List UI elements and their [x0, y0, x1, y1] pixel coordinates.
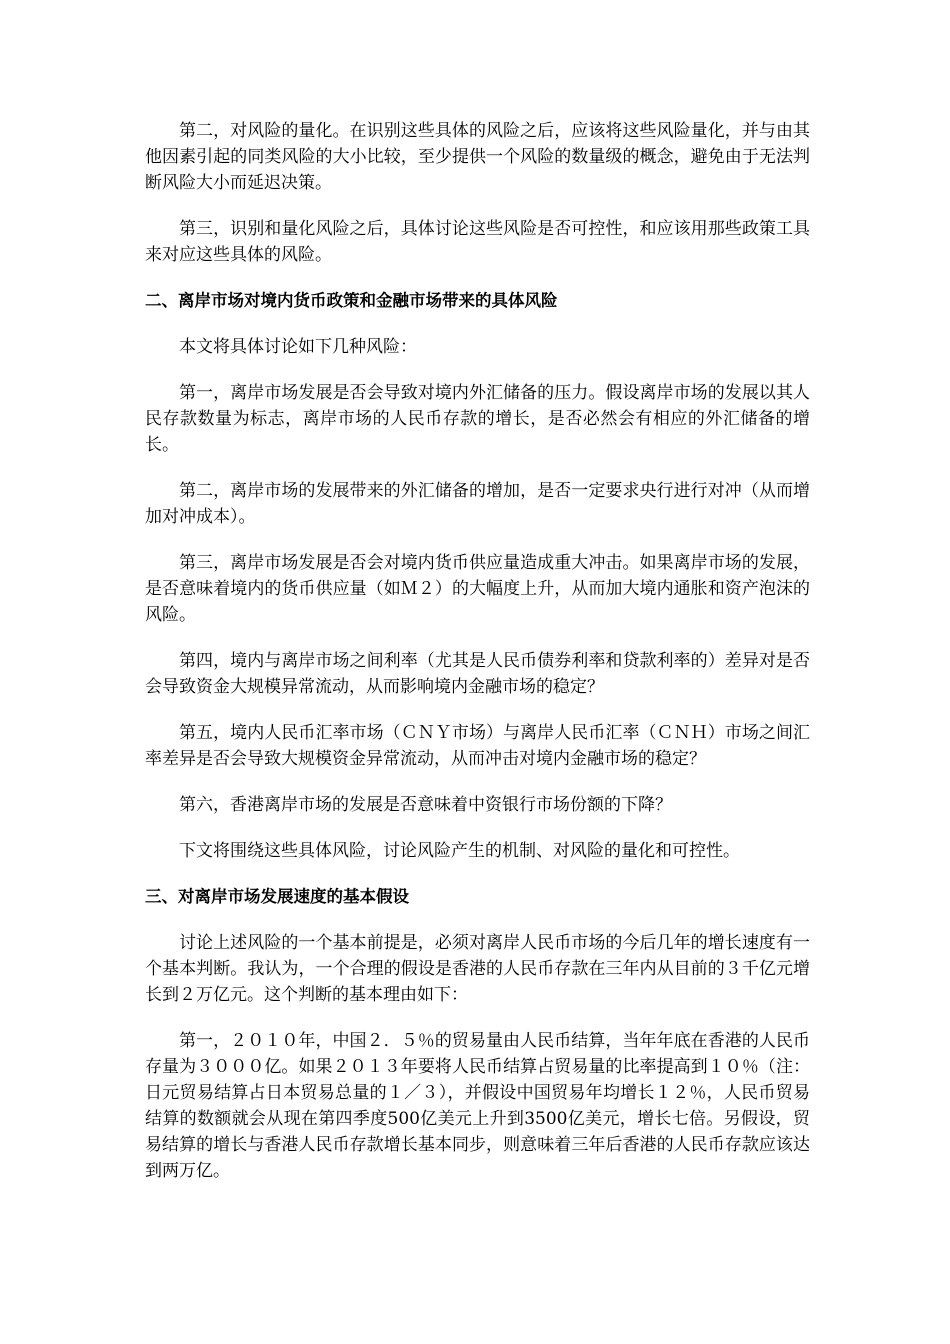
paragraph: 第四，境内与离岸市场之间利率（尤其是人民币债券利率和贷款利率的）差异对是否会导致资金大规模异常流动，从而影响境内金融市场的稳定？: [145, 651, 810, 697]
paragraph: 第一，２０１０年，中国２．５％的贸易量由人民币结算，当年年底在香港的人民币存量为３０００亿。如果２０１３年要将人民币结算占贸易量的比率提高到１０％（注：日元贸易结算占日本贸易总量的１／３），并假设中国贸易年均增长１２％，人民币贸易结算的数额就会从现在第四季度500亿美元上升到3500亿美元，增长七倍。另假设，贸易结算的增长与香港人民币存款增长基本同步，则意味着三年后香港的人民币存款应该达到两万亿。: [145, 1031, 810, 1181]
paragraph: 第五，境内人民币汇率市场（ＣＮＹ市场）与离岸人民币汇率（ＣＮＨ）市场之间汇率差异是否会导致大规模资金异常流动，从而冲击对境内金融市场的稳定？: [145, 723, 810, 769]
paragraph: 本文将具体讨论如下几种风险：: [179, 337, 417, 357]
paragraph: 第三，识别和量化风险之后，具体讨论这些风险是否可控性，和应该用那些政策工具来对应这些具体的风险。: [145, 219, 810, 265]
section-heading: 二、离岸市场对境内货币政策和金融市场带来的具体风险: [145, 291, 558, 310]
paragraph: 第二，离岸市场的发展带来的外汇储备的增加，是否一定要求央行进行对冲（从而增加对冲成本）。: [145, 481, 810, 527]
paragraph: 讨论上述风险的一个基本前提是，必须对离岸人民币市场的今后几年的增长速度有一个基本判断。我认为，一个合理的假设是香港的人民币存款在三年内从目前的３千亿元增长到２万亿元。这个判断的基本理由如下：: [145, 933, 810, 1005]
paragraph: 下文将围绕这些具体风险，讨论风险产生的机制、对风险的量化和可控性。: [179, 841, 740, 861]
paragraph: 第二，对风险的量化。在识别这些具体的风险之后，应该将这些风险量化，并与由其他因素引起的同类风险的大小比较，至少提供一个风险的数量级的概念，避免由于无法判断风险大小而延迟决策。: [145, 121, 810, 193]
document-page: [145, 118, 810, 1204]
paragraph: 第六，香港离岸市场的发展是否意味着中资银行市场份额的下降？: [179, 795, 672, 815]
section-heading: 三、对离岸市场发展速度的基本假设: [145, 887, 409, 906]
paragraph: 第一，离岸市场发展是否会导致对境内外汇储备的压力。假设离岸市场的发展以其人民存款数量为标志，离岸市场的人民币存款的增长，是否必然会有相应的外汇储备的增长。: [145, 383, 810, 455]
paragraph: 第三，离岸市场发展是否会对境内货币供应量造成重大冲击。如果离岸市场的发展，是否意味着境内的货币供应量（如Ｍ２）的大幅度上升，从而加大境内通胀和资产泡沫的风险。: [145, 553, 810, 625]
